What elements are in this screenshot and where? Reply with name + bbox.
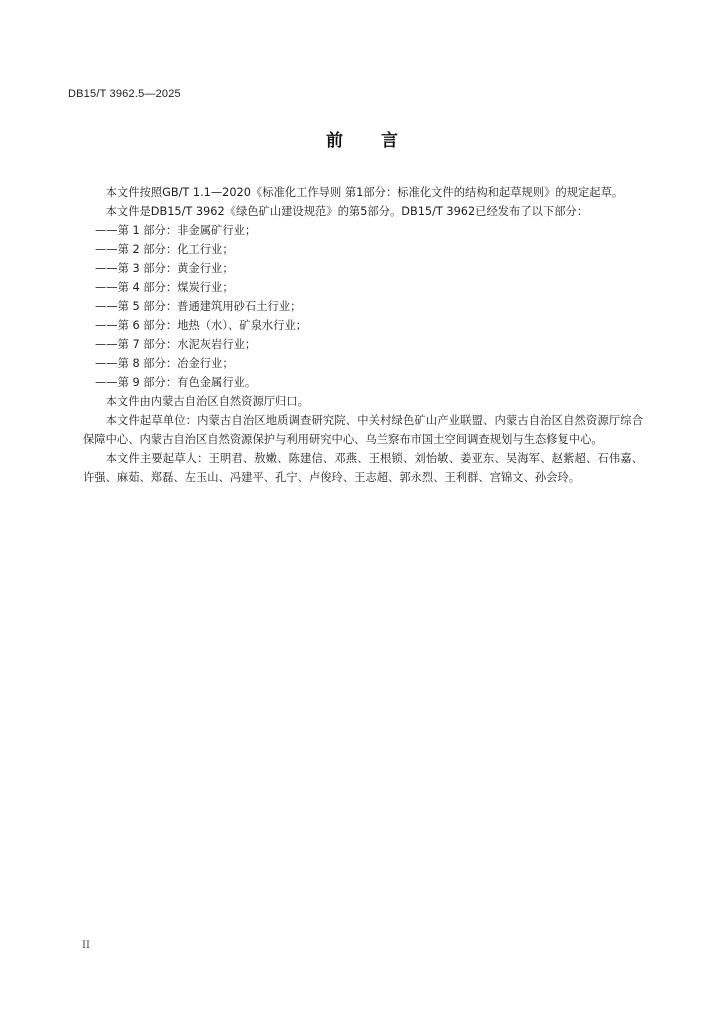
paragraph-drafting-units: 本文件起草单位：内蒙古自治区地质调查研究院、中关村绿色矿山产业联盟、内蒙古自治区自然资源厅综合保障中心、内蒙古自治区自然资源保护与利用研究中心、乌兰察布市国土空间调查规划与生态修复中心。 xyxy=(83,414,643,446)
paragraph-drafting-rules: 本文件按照GB/T 1.1—2020《标准化工作导则 第1部分：标准化文件的结构和起草规则》的规定起草。 xyxy=(105,186,624,199)
list-item-part-7: ——第 7 部分：水泥灰岩行业； xyxy=(95,338,257,351)
preface-body xyxy=(83,183,643,487)
list-item-part-5: ——第 5 部分：普通建筑用砂石土行业； xyxy=(95,300,302,313)
document-code: DB15/T 3962.5—2025 xyxy=(68,88,181,100)
page-number: II xyxy=(82,940,90,951)
list-item-part-4: ——第 4 部分：煤炭行业； xyxy=(95,281,234,294)
list-item-part-8: ——第 8 部分：冶金行业； xyxy=(95,357,234,370)
list-item-part-6: ——第 6 部分：地热（水）、矿泉水行业； xyxy=(95,319,308,332)
list-item-part-1: ——第 1 部分：非金属矿行业； xyxy=(95,224,257,237)
paragraph-administered-by: 本文件由内蒙古自治区自然资源厅归口。 xyxy=(105,395,309,408)
list-item-part-9: ——第 9 部分：有色金属行业。 xyxy=(95,376,257,389)
paragraph-series-info: 本文件是DB15/T 3962《绿色矿山建设规范》的第5部分。DB15/T 3962已经发布了以下部分： xyxy=(105,205,589,218)
list-item-part-3: ——第 3 部分：黄金行业； xyxy=(95,262,234,275)
page-title: 前言 xyxy=(326,131,436,151)
list-item-part-2: ——第 2 部分：化工行业； xyxy=(95,243,234,256)
paragraph-drafters: 本文件主要起草人：王明君、敖嫩、陈建信、邓燕、王根锁、刘怡敏、姜亚东、吴海军、赵紫超、石伟嘉、许强、麻茹、郑磊、左玉山、冯建平、孔宁、卢俊玲、王志超、郭永烈、王利群、宫锦文、孙会玲。 xyxy=(83,452,643,484)
